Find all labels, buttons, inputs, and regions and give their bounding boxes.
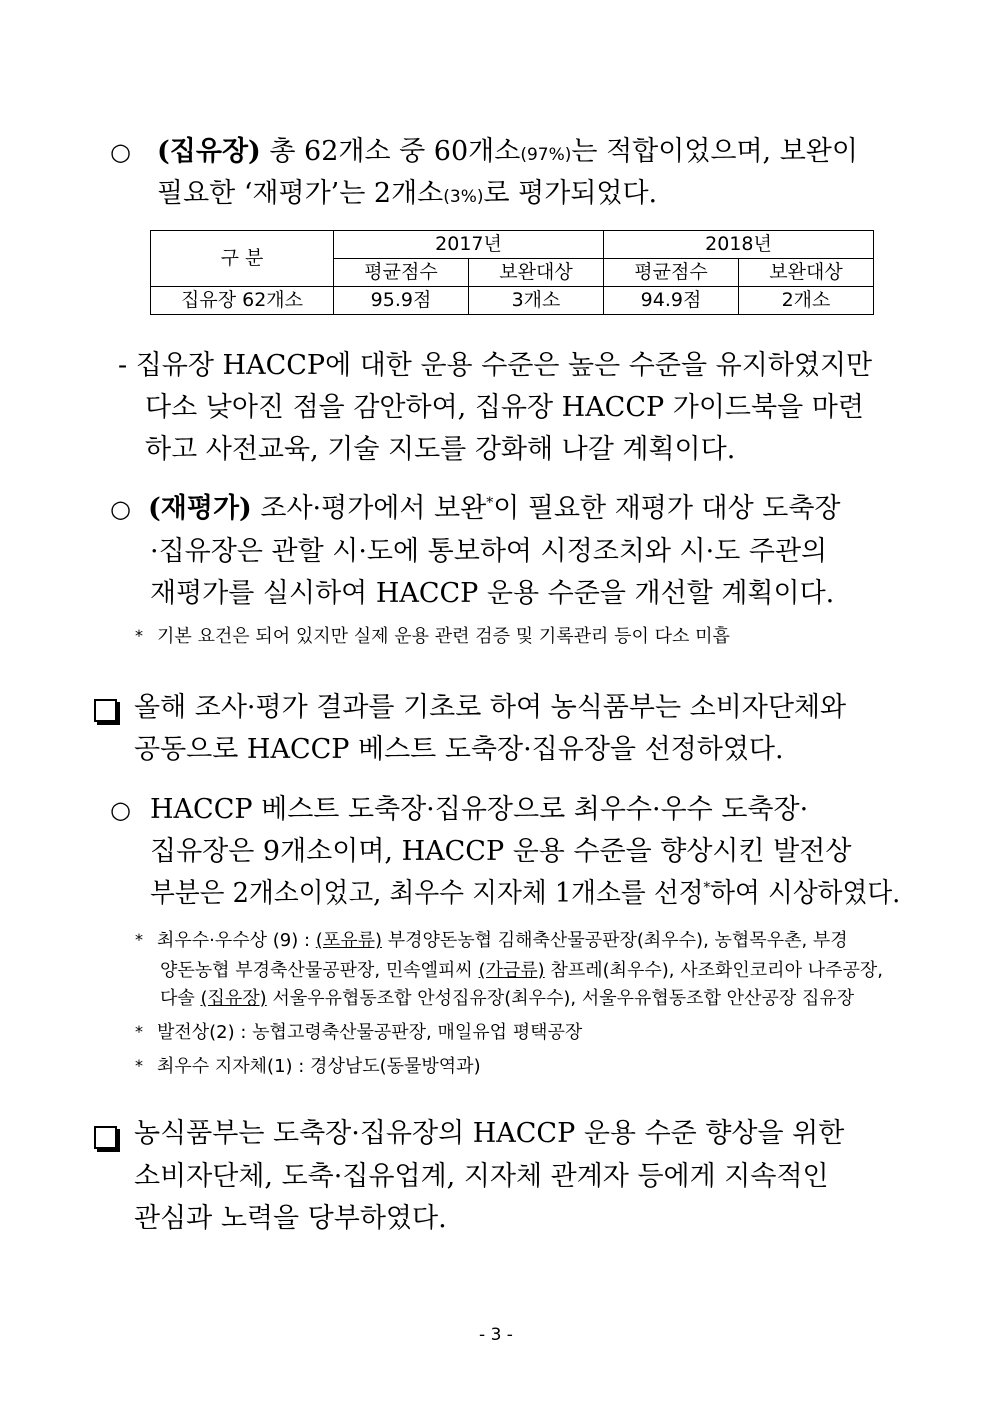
footnote-asterisk: * <box>135 1022 143 1041</box>
sec1-line2 <box>157 180 657 207</box>
footnote-asterisk: * <box>135 1056 143 1075</box>
sec1-line1-text: 총 62개소 중 60개소 <box>260 136 521 167</box>
box2-line3: 관심과 노력을 당부하였다. <box>134 1203 447 1234</box>
table-cell: 95.9점 <box>334 287 469 315</box>
sec3-line2: 집유장은 9개소이며, HACCP 운용 수준을 향상시킨 발전상 <box>150 836 852 867</box>
circle-bullet-icon: ○ <box>110 138 131 166</box>
note1-text: 양돈농협 부경축산물공판장, 민속엘피씨 <box>160 960 479 981</box>
note1-text: 다솔 <box>160 988 201 1009</box>
note3-text: 최우수 지자체(1) : 경상남도(동물방역과) <box>157 1056 481 1077</box>
note1-category: (집유장) <box>200 988 267 1009</box>
table-cell: 94.9점 <box>604 287 739 315</box>
table-subheader: 보완대상 <box>469 259 604 287</box>
sec1-line2-pct: (3%) <box>443 187 484 207</box>
note1-label: 최우수·우수상 (9) : <box>157 930 316 951</box>
circle-bullet-icon: ○ <box>110 796 131 824</box>
sec3-line3 <box>150 880 900 907</box>
sec2-line1-text: 조사·평가에서 보완 <box>251 493 487 524</box>
sec3-line3-text: 부분은 2개소이었고, 최우수 지자체 1개소를 선정 <box>150 878 704 909</box>
table-row <box>151 287 874 315</box>
note2-text: 발전상(2) : 농협고령축산물공판장, 매일유업 평택공장 <box>157 1022 583 1043</box>
footnote-marker: * <box>486 495 494 511</box>
note1-text: 부경양돈농협 김해축산물공판장(최우수), 농협목우촌, 부경 <box>382 930 848 951</box>
note2 <box>135 1024 582 1042</box>
sec2-line2: ·집유장은 관할 시·도에 통보하여 시정조치와 시·도 주관의 <box>150 536 828 567</box>
note1-text: 서울우유협동조합 안성집유장(최우수), 서울우유협동조합 안산공장 집유장 <box>266 988 855 1009</box>
table-year-2018: 2018년 <box>604 231 874 259</box>
dash1-line3: 하고 사전교육, 기술 지도를 강화해 나갈 계획이다. <box>145 434 736 465</box>
dash1-line2: 다소 낮아진 점을 감안하여, 집유장 HACCP 가이드북을 마련 <box>145 392 864 423</box>
sec2-line1 <box>148 495 841 522</box>
sec1-heading: (집유장) <box>157 136 261 167</box>
box1-line2: 공동으로 HACCP 베스트 도축장·집유장을 선정하였다. <box>134 734 784 765</box>
sec3-line1: HACCP 베스트 도축장·집유장으로 최우수·우수 도축장· <box>150 794 809 825</box>
sec2-line1-tail: 이 필요한 재평가 대상 도축장 <box>493 493 841 524</box>
sec2-heading: (재평가) <box>148 493 252 524</box>
box1-line1: 올해 조사·평가 결과를 기초로 하여 농식품부는 소비자단체와 <box>134 692 847 723</box>
table-header-label: 구 분 <box>151 231 334 287</box>
table-cell: 2개소 <box>739 287 874 315</box>
score-table <box>150 230 874 315</box>
circle-bullet-icon: ○ <box>110 495 131 523</box>
footnote-marker: * <box>703 880 711 896</box>
sec1-line1 <box>157 138 895 165</box>
sec3-line3-tail: 하여 시상하였다. <box>710 878 901 909</box>
note3 <box>135 1058 481 1076</box>
note1-category: (가금류) <box>478 960 545 981</box>
table-subheader: 평균점수 <box>334 259 469 287</box>
table-cell: 3개소 <box>469 287 604 315</box>
footnote-asterisk: * <box>135 930 143 949</box>
footnote-text: 기본 요건은 되어 있지만 실제 운용 관련 검증 및 기록관리 등이 다소 미흡 <box>157 626 730 647</box>
table-subheader: 평균점수 <box>604 259 739 287</box>
note1-line2 <box>160 962 883 980</box>
square-bullet-icon <box>94 1126 117 1149</box>
box2-line1: 농식품부는 도축장·집유장의 HACCP 운용 수준 향상을 위한 <box>134 1118 845 1149</box>
sec2-line3: 재평가를 실시하여 HACCP 운용 수준을 개선할 계획이다. <box>150 578 835 609</box>
footnote-asterisk: * <box>135 626 143 645</box>
sec1-line2-text: 필요한 ‘재평가’는 2개소 <box>157 178 444 209</box>
sec1-line2-tail: 로 평가되었다. <box>483 178 658 209</box>
page-number: - 3 - <box>479 1325 513 1345</box>
note1-line1 <box>135 932 848 950</box>
note1-line3 <box>160 990 854 1008</box>
square-bullet-icon <box>94 699 117 722</box>
table-year-2017: 2017년 <box>334 231 604 259</box>
dash1-line1: - 집유장 HACCP에 대한 운용 수준은 높은 수준을 유지하였지만 <box>118 350 873 381</box>
sec1-line1-tail: 는 적합이었으며, 보완이 <box>571 136 858 167</box>
table-subheader: 보완대상 <box>739 259 874 287</box>
table-row-label: 집유장 62개소 <box>151 287 334 315</box>
box2-line2: 소비자단체, 도축·집유업계, 지자체 관계자 등에게 지속적인 <box>134 1161 829 1192</box>
note1-text: 참프레(최우수), 사조화인코리아 나주공장, <box>544 960 883 981</box>
sec2-footnote <box>135 628 730 646</box>
sec1-line1-pct: (97%) <box>520 145 572 165</box>
note1-category: (포유류) <box>315 930 382 951</box>
